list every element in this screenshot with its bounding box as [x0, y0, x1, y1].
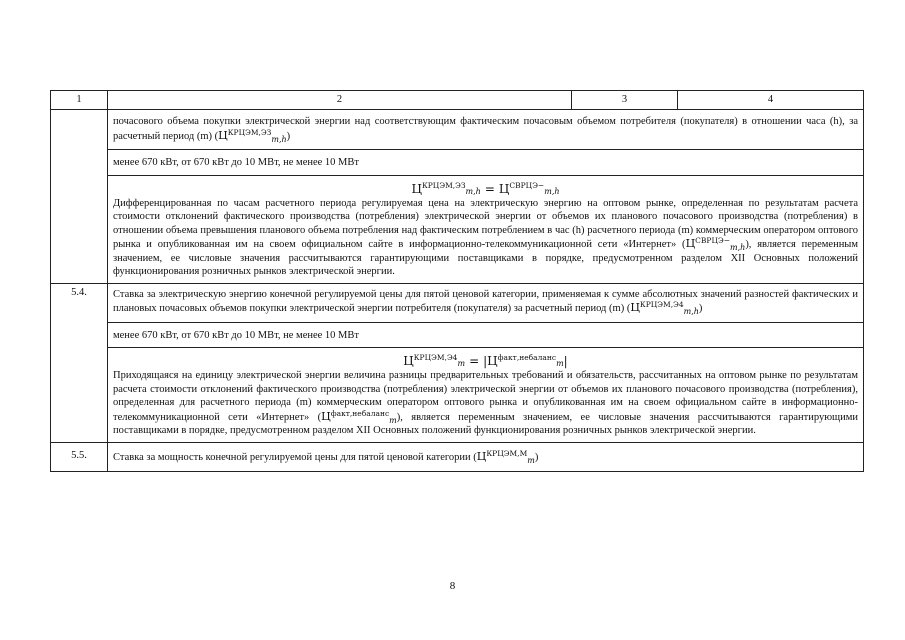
formula: $Ц^{КРЦЭМ,ЭЗ}_{m,h} = Ц^{СВРЦЭ-}_{m,h}$	[411, 180, 560, 196]
row-number: 5.5.	[51, 442, 108, 472]
formula-explanation: Приходящаяся на единицу электрической энергии величина разницы предварительных требований и обязательств, рассчитанных на оптовом рынке по результатам расчета стоимости отклонений фактического производства (потребления) электрической энергии от объемов их планового почасового производства (потребления), определенная для расчетного периода (m) коммерческим оператором оптового рынка и опубликованная им на своем официальном сайте в информационно-телекоммуникационной сети «Интернет» (	[113, 370, 858, 423]
formula-explanation: Дифференцированная по часам расчетного периода регулируемая цена на электрическую энергию на оптовом рынке, определенная по результатам расчета стоимости отклонений фактического производства (потребления) электрической энергии от объемов их планового почасового производства (потребления) в отношении объема превышения планового объема потребления над фактическим потреблением в час (h) расчетного периода (m) коммерческим оператором оптового рынка и опубликованная им на своем официальном сайте в информационно-телекоммуникационной сети «Интернет» (	[113, 197, 858, 250]
row-5-4-power	[51, 322, 864, 348]
symbol-inline: $Ц^{КРЦЭМ,ЭЗ}_{m,h}$	[218, 127, 287, 144]
header-col-3: 3	[572, 91, 678, 110]
row-continuation-formula	[51, 175, 864, 283]
row-number-empty	[51, 110, 108, 284]
symbol-inline: $Ц^{КРЦЭМ,М}_m$	[476, 448, 535, 465]
power-range-text: менее 670 кВт, от 670 кВт до 10 МВт, не менее 10 МВт	[108, 150, 864, 176]
row-5-5-description: Ставка за мощность конечной регулируемой цены для пятой ценовой категории $(Ц^{КРЦЭМ,М}_m)$	[108, 442, 864, 472]
row-5-4-formula	[51, 348, 864, 443]
header-row	[51, 91, 864, 110]
formula-cell: $Ц^{КРЦЭМ,Э4}_m = |Ц^{факт,небаланс}_m|$ Приходящаяся на единицу электрической энергии величина разницы предварительных требований и обязательств, рассчитанных на оптовом рынке по результатам расчета стоимости отклонений фактического производства (потребления) электрической энергии от объемов их планового почасового производства (потребления), определенная для расчетного периода (m) коммерческим оператором оптового рынка и опубликованная им на своем официальном сайте в информационно-телекоммуникационной сети «Интернет» $(Ц^{факт,небаланс}_m)$, является переменным значением, ее числовые значения рассчитываются гарантирующими поставщиками в порядке, предусмотренном разделом XII Основных положений функционирования розничных рынков электрической энергии.	[108, 348, 864, 443]
formula: $Ц^{КРЦЭМ,Э4}_m = |Ц^{факт,небаланс}_m|$	[403, 353, 568, 368]
row-5-5	[51, 442, 864, 472]
row-number: 5.4.	[51, 283, 108, 442]
symbol-inline: $Ц^{факт,небаланс}_m$	[321, 408, 397, 425]
symbol-inline: $Ц^{СВРЦЭ-}_{m,h}$	[685, 236, 746, 252]
tariff-table	[50, 90, 864, 472]
page-number: 8	[449, 580, 456, 592]
row-continuation-power	[51, 150, 864, 176]
header-col-4: 4	[678, 91, 864, 110]
row-5-4-desc	[51, 283, 864, 322]
header-col-1: 1	[51, 91, 108, 110]
power-range-text: менее 670 кВт, от 670 кВт до 10 МВт, не менее 10 МВт	[108, 322, 864, 348]
row-continuation-desc	[51, 110, 864, 150]
row-5-4-description: Ставка за электрическую энергию конечной регулируемой цены для пятой ценовой категории, применяемая к сумме абсолютных значений разностей фактических и плановых почасовых объемов покупки электрической энергии потребителя (покупателя) за расчетный период (m) $(Ц^{КРЦЭМ,Э4}_{m,h})$	[108, 283, 864, 322]
continuation-description: почасового объема покупки электрической энергии над соответствующим фактическим почасовым объемом потребителя (покупателя) в отношении часа (h), за расчетный период (m) $(Ц^{КРЦЭМ,ЭЗ}_{m,h})$	[108, 110, 864, 150]
symbol-inline: $Ц^{КРЦЭМ,Э4}_{m,h}$	[630, 300, 699, 316]
header-col-2: 2	[108, 91, 572, 110]
formula-cell: $Ц^{КРЦЭМ,ЭЗ}_{m,h} = Ц^{СВРЦЭ-}_{m,h}$ Дифференцированная по часам расчетного периода регулируемая цена на электрическую энергию на оптовом рынке, определенная по результатам расчета стоимости отклонений фактического производства (потребления) электрической энергии от объемов их планового почасового производства (потребления) в отношении объема превышения планового объема потребления над фактическим потреблением в час (h) расчетного периода (m) коммерческим оператором оптового рынка и опубликованная им на своем официальном сайте в информационно-телекоммуникационной сети «Интернет» $(Ц^{СВРЦЭ-}_{m,h})$, является переменным значением, ее числовые значения рассчитываются гарантирующими поставщиками в порядке, предусмотренном разделом XII Основных положений функционирования розничных рынков электрической энергии.	[108, 175, 864, 283]
